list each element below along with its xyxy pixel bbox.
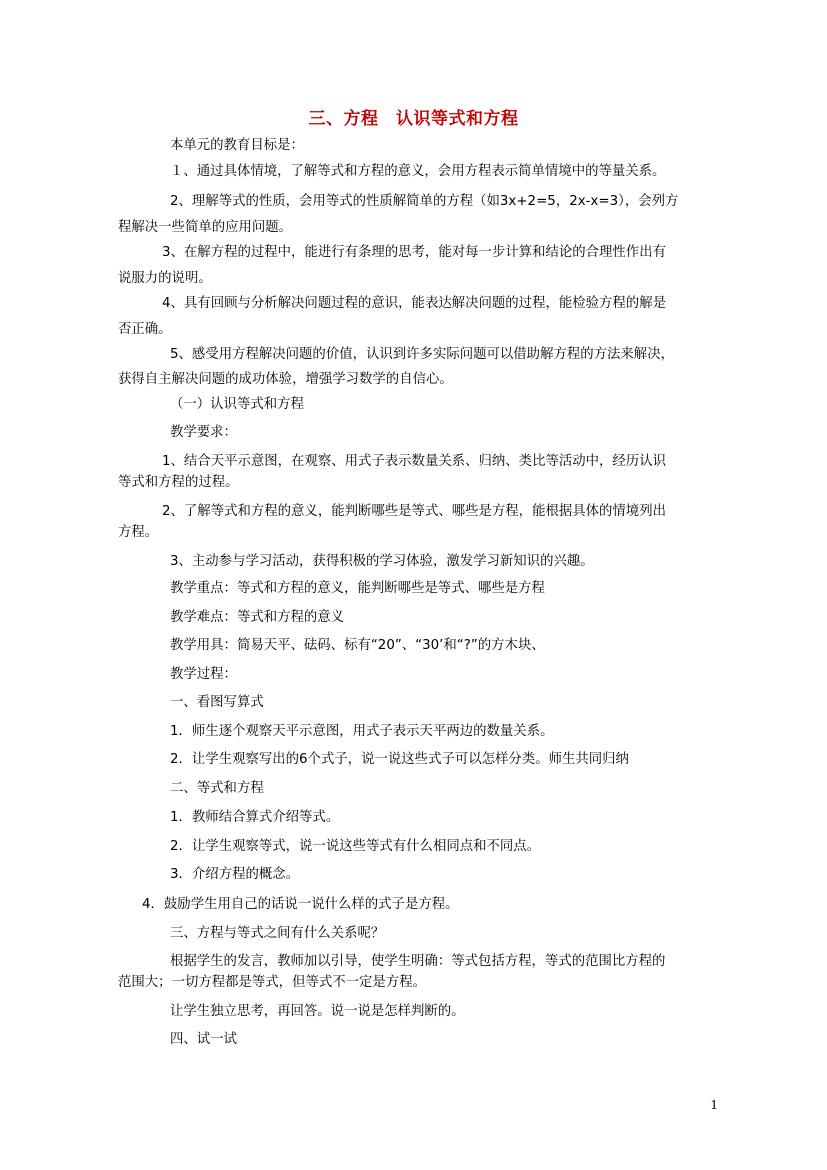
paragraph-relation-a: 根据学生的发言，教师加以引导，使学生明确：等式包括方程，等式的范围比方程的 — [170, 954, 666, 969]
paragraph-tools: 教学用具：简易天平、砝码、标有“20”、“30’和“?”的方木块、 — [170, 638, 545, 653]
section-heading-try: 四、试一试 — [170, 1032, 237, 1047]
paragraph-requirements: 教学要求： — [170, 425, 237, 440]
paragraph-observe-2: 2．让学生观察写出的6个式子，说一说这些式子可以怎样分类。师生共同归纳 — [170, 752, 629, 767]
paragraph-goal-2a: 2、理解等式的性质，会用等式的性质解简单的方程（如3x+2=5，2x-x=3），会列方 — [170, 194, 679, 209]
paragraph-goal-5b: 获得自主解决问题的成功体验，增强学习数学的自信心。 — [118, 372, 453, 387]
paragraph-req-2a: 2、了解等式和方程的意义，能判断哪些是等式、哪些是方程，能根据具体的情境列出 — [162, 504, 666, 519]
section-heading-relation: 三、方程与等式之间有什么关系呢？ — [170, 926, 385, 941]
page-title: 三、方程 认识等式和方程 — [308, 109, 519, 129]
paragraph-goal-3b: 说服力的说明。 — [118, 271, 212, 286]
page-number: 1 — [710, 1098, 718, 1112]
paragraph-difficulty: 教学难点：等式和方程的意义 — [170, 610, 345, 625]
section-heading-1: （一）认识等式和方程 — [170, 397, 304, 412]
paragraph-process: 教学过程： — [170, 667, 237, 682]
paragraph-goal-2b: 程解决一些简单的应用问题。 — [118, 220, 293, 235]
section-heading-equation: 二、等式和方程 — [170, 781, 264, 796]
paragraph-goal-4a: 4、具有回顾与分析解决问题过程的意识，能表达解决问题的过程，能检验方程的解是 — [162, 296, 666, 311]
paragraph-goal-intro: 本单元的教育目标是： — [170, 138, 304, 153]
paragraph-req-1b: 等式和方程的过程。 — [118, 475, 239, 490]
paragraph-goal-3a: 3、在解方程的过程中，能进行有条理的思考，能对每一步计算和结论的合理性作出有 — [162, 245, 666, 260]
paragraph-req-2b: 方程。 — [118, 525, 159, 540]
paragraph-req-1a: 1、结合天平示意图，在观察、用式子表示数量关系、归纳、类比等活动中，经历认识 — [162, 454, 666, 469]
section-heading-observe: 一、看图写算式 — [170, 695, 264, 710]
paragraph-goal-1: １、通过具体情境，了解等式和方程的意义，会用方程表示简单情境中的等量关系。 — [170, 164, 666, 179]
paragraph-observe-1: 1．师生逐个观察天平示意图，用式子表示天平两边的数量关系。 — [170, 724, 554, 739]
paragraph-relation-c: 让学生独立思考，再回答。说一说是怎样判断的。 — [170, 1004, 465, 1019]
paragraph-equation-3: 3．介绍方程的概念。 — [170, 867, 300, 882]
paragraph-req-3: 3、主动参与学习活动，获得积极的学习体验，激发学习新知识的兴趣。 — [170, 554, 594, 569]
paragraph-goal-4b: 否正确。 — [118, 322, 172, 337]
paragraph-equation-4: 4．鼓励学生用自己的话说一说什么样的式子是方程。 — [142, 897, 459, 912]
paragraph-equation-1: 1．教师结合算式介绍等式。 — [170, 810, 340, 825]
paragraph-key-point: 教学重点：等式和方程的意义，能判断哪些是等式、哪些是方程 — [170, 581, 545, 596]
paragraph-equation-2: 2．让学生观察等式，说一说这些等式有什么相同点和不同点。 — [170, 839, 541, 854]
paragraph-goal-5a: 5、感受用方程解决问题的价值，认识到许多实际问题可以借助解方程的方法来解决， — [170, 347, 674, 362]
paragraph-relation-b: 范围大；一切方程都是等式，但等式不一定是方程。 — [118, 975, 426, 990]
